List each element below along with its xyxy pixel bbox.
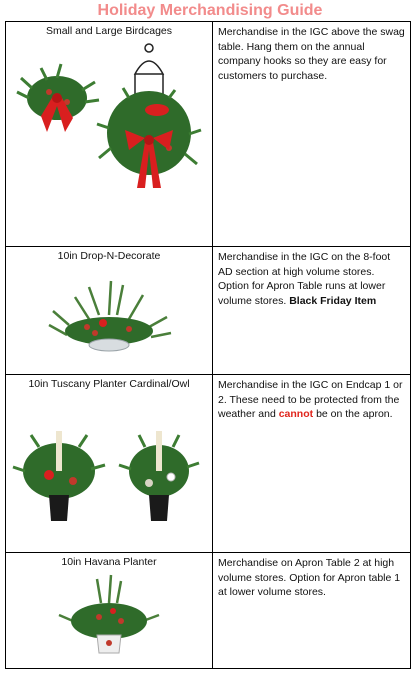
product-cell <box>6 22 213 247</box>
instruction-cell <box>213 553 411 669</box>
instruction-cell <box>213 247 411 375</box>
cannot-emphasis: cannot <box>278 408 314 420</box>
instruction-cell <box>213 22 411 247</box>
table-row <box>6 553 411 669</box>
product-cell <box>6 553 213 669</box>
tuscany-planters-image <box>9 391 209 551</box>
product-name: Small and Large Birdcages <box>45 25 173 37</box>
instruction-text: Merchandise on Apron Table 2 at high volume stores. Option for Apron table 1 at lower volume stores. <box>218 557 401 598</box>
small-birdcage-wreath <box>17 64 99 132</box>
owl-planter <box>119 431 199 521</box>
large-birdcage-wreath <box>97 44 201 188</box>
instruction-text: Merchandise in the IGC on the 8-foot AD section at high volume stores. Option for Apron Table runs at lower volume stores. <box>218 251 391 307</box>
product-cell <box>6 247 213 375</box>
instruction-text-end: be on the apron. <box>316 408 393 420</box>
instruction-text: Merchandise in the IGC on Endcap 1 or 2. These need to be protected from the weather and <box>218 379 403 420</box>
birdcage-wreaths-image <box>9 38 209 238</box>
merchandising-table <box>5 21 411 669</box>
page-title: Holiday Merchandising Guide <box>97 2 323 19</box>
drop-n-decorate-image <box>9 263 209 371</box>
product-name: 10in Drop-N-Decorate <box>57 250 161 262</box>
product-cell <box>6 375 213 553</box>
havana-planter-image <box>9 569 209 665</box>
table-row <box>6 375 411 553</box>
product-name: 10in Havana Planter <box>61 556 157 568</box>
table-row <box>6 247 411 375</box>
black-friday-label: Black Friday Item <box>289 294 377 307</box>
instruction-text: Merchandise in the IGC above the swag table. Hang them on the annual company hooks so they are easy for customers to purchase. <box>218 26 405 82</box>
table-row <box>6 22 411 247</box>
instruction-cell <box>213 375 411 553</box>
product-name: 10in Tuscany Planter Cardinal/Owl <box>28 378 190 390</box>
cardinal-planter <box>13 431 105 521</box>
